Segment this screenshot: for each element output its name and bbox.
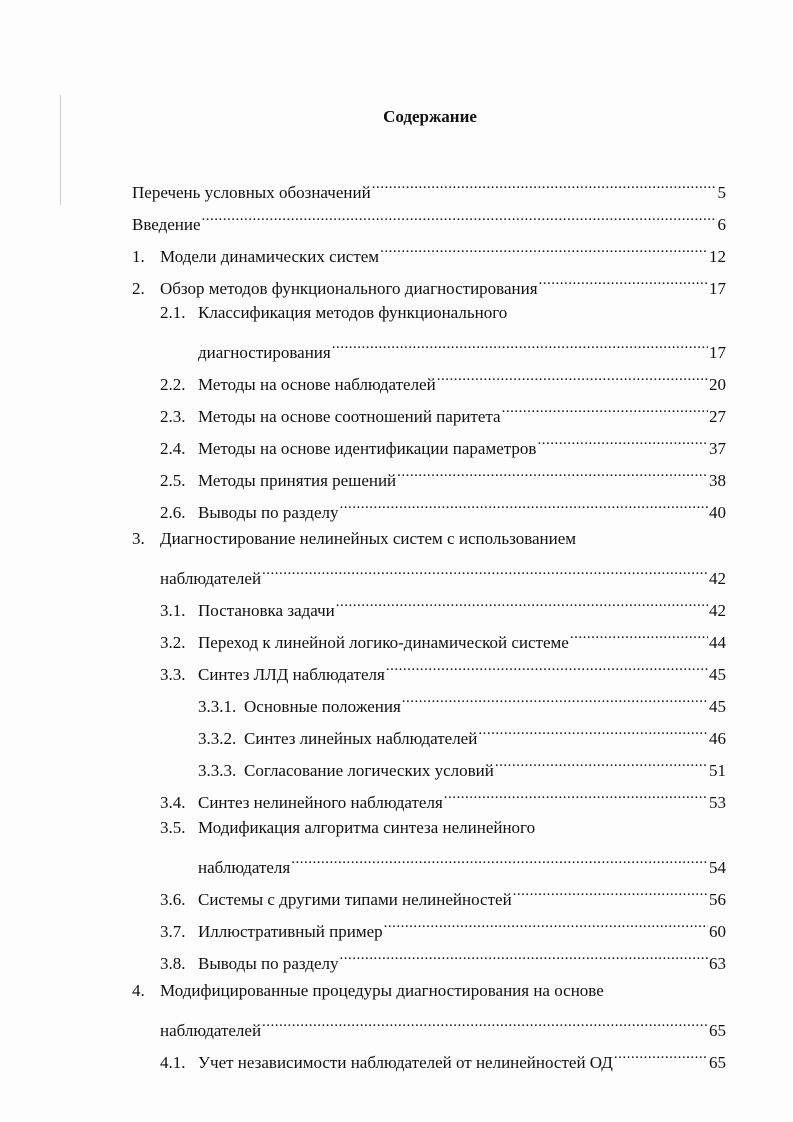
- toc-entry-page: 53: [709, 793, 726, 812]
- toc-leader-dots: [372, 172, 717, 198]
- toc-entry-continuation[interactable]: [160, 1010, 726, 1040]
- toc-entry-page: 20: [709, 375, 726, 394]
- toc-entry-page: 63: [709, 954, 726, 973]
- toc-leader-dots: [339, 943, 708, 969]
- toc-entry-text: Постановка задачи: [198, 601, 335, 620]
- toc-entry-number: 3.1.: [160, 601, 186, 620]
- toc-entry-number: 2.6.: [160, 503, 186, 522]
- toc-entry-page: 38: [709, 471, 726, 490]
- toc-entry[interactable]: [160, 654, 726, 684]
- toc-leader-dots: [444, 782, 708, 808]
- toc-entry-page: 51: [709, 761, 726, 780]
- toc-entry-text: Методы на основе наблюдателей: [198, 375, 436, 394]
- toc-leader-dots: [539, 268, 708, 294]
- toc-entry[interactable]: [160, 622, 726, 652]
- toc-entry-number: 3.3.1.: [198, 697, 237, 716]
- toc-entry[interactable]: [160, 364, 726, 394]
- toc-leader-dots: [262, 558, 708, 584]
- toc-leader-dots: [202, 204, 717, 230]
- toc-entry-continuation[interactable]: [198, 332, 726, 362]
- toc-entry[interactable]: [198, 686, 726, 716]
- toc-entry[interactable]: [132, 526, 726, 552]
- toc-entry-text: Модели динамических систем: [160, 247, 380, 266]
- toc-entry-continuation[interactable]: [198, 847, 726, 877]
- toc-entry-text: Основные положения: [244, 697, 401, 716]
- toc-entry[interactable]: [160, 1042, 726, 1072]
- toc-entry[interactable]: [198, 718, 726, 748]
- toc-entry-number: 3.4.: [160, 793, 186, 812]
- toc-entry[interactable]: [132, 172, 726, 202]
- toc-entry-text: Методы принятия решений: [198, 471, 397, 490]
- toc-leader-dots: [502, 396, 708, 422]
- toc-leader-dots: [614, 1042, 708, 1068]
- toc-entry-number: 3.3.3.: [198, 761, 237, 780]
- toc-entry-page: 5: [717, 183, 726, 202]
- toc-entry-continuation[interactable]: [160, 558, 726, 588]
- toc-entry-page: 37: [709, 439, 726, 458]
- toc-leader-dots: [339, 492, 708, 518]
- toc-entry-number: 2.4.: [160, 439, 186, 458]
- toc-entry-page: 42: [709, 601, 726, 620]
- toc-entry[interactable]: [160, 396, 726, 426]
- toc-entry-text: Синтез линейных наблюдателей: [244, 729, 478, 748]
- toc-entry-text: Согласование логических условий: [244, 761, 494, 780]
- toc-entry-text: Обзор методов функционального диагностирования: [160, 279, 538, 298]
- toc-entry-page: 45: [709, 697, 726, 716]
- toc-entry-text: Введение: [132, 215, 201, 234]
- toc-entry[interactable]: [160, 815, 726, 841]
- toc-entry[interactable]: [160, 911, 726, 941]
- toc-leader-dots: [332, 332, 708, 358]
- toc-entry-page: 65: [709, 1021, 726, 1040]
- toc-entry[interactable]: [160, 879, 726, 909]
- toc-entry-page: 6: [717, 215, 726, 234]
- toc-entry-text: наблюдателей: [160, 569, 262, 588]
- toc-entry[interactable]: [160, 492, 726, 522]
- toc-entry-number: 2.2.: [160, 375, 186, 394]
- toc-entry-number: 2.3.: [160, 407, 186, 426]
- toc-leader-dots: [570, 622, 708, 648]
- toc-entry-text: Методы на основе идентификации параметров: [198, 439, 537, 458]
- toc-entry-number: 3.: [132, 529, 145, 548]
- toc-entry[interactable]: [160, 590, 726, 620]
- toc-entry-number: 3.3.2.: [198, 729, 237, 748]
- toc-leader-dots: [386, 654, 708, 680]
- toc-entry-text: наблюдателя: [198, 858, 291, 877]
- toc-leader-dots: [495, 750, 708, 776]
- toc-entry-text: Переход к линейной логико-динамической системе: [198, 633, 569, 652]
- toc-entry-page: 46: [709, 729, 726, 748]
- toc-entry-number: 3.2.: [160, 633, 186, 652]
- toc-entry-text: наблюдателей: [160, 1021, 262, 1040]
- toc-entry[interactable]: [160, 300, 726, 326]
- toc-entry-text: Модификация алгоритма синтеза нелинейного: [198, 818, 536, 837]
- toc-entry-number: 3.6.: [160, 890, 186, 909]
- toc-entry-number: 2.5.: [160, 471, 186, 490]
- toc-entry-number: 4.1.: [160, 1053, 186, 1072]
- toc-entry-text: Модифицированные процедуры диагностирования на основе: [160, 981, 604, 1000]
- toc-entry-page: 60: [709, 922, 726, 941]
- toc-entry-page: 12: [709, 247, 726, 266]
- toc-leader-dots: [291, 847, 708, 873]
- toc-leader-dots: [437, 364, 708, 390]
- toc-entry-text: Диагностирование нелинейных систем с использованием: [160, 529, 577, 548]
- toc-entry-page: 45: [709, 665, 726, 684]
- toc-entry[interactable]: [132, 204, 726, 234]
- toc-entry-number: 2.1.: [160, 303, 186, 322]
- toc-leader-dots: [537, 428, 708, 454]
- toc-entry[interactable]: [132, 236, 726, 266]
- toc-entry-text: Системы с другими типами нелинейностей: [198, 890, 512, 909]
- toc-entry-number: 3.8.: [160, 954, 186, 973]
- toc-leader-dots: [262, 1010, 708, 1036]
- toc-entry-number: 3.3.: [160, 665, 186, 684]
- toc-entry-page: 40: [709, 503, 726, 522]
- toc-entry-page: 17: [709, 279, 726, 298]
- toc-entry-page: 17: [709, 343, 726, 362]
- toc-entry-page: 54: [709, 858, 726, 877]
- toc-entry[interactable]: [198, 750, 726, 780]
- toc-entry-text: Учет независимости наблюдателей от нелинейностей ОД: [198, 1053, 613, 1072]
- toc-entry-text: Иллюстративный пример: [198, 922, 383, 941]
- toc-leader-dots: [384, 911, 708, 937]
- toc-leader-dots: [397, 460, 708, 486]
- toc-entry-number: 3.5.: [160, 818, 186, 837]
- toc-entry-text: Синтез ЛЛД наблюдателя: [198, 665, 385, 684]
- toc-entry-number: 1.: [132, 247, 145, 266]
- toc-leader-dots: [478, 718, 708, 744]
- toc-entry-page: 65: [709, 1053, 726, 1072]
- toc-entry-page: 44: [709, 633, 726, 652]
- toc-entry-text: Выводы по разделу: [198, 503, 339, 522]
- toc-entry[interactable]: [132, 978, 726, 1004]
- toc-entry-text: Перечень условных обозначений: [132, 183, 371, 202]
- toc-entry-text: Классификация методов функционального: [198, 303, 508, 322]
- toc-entry-number: 2.: [132, 279, 145, 298]
- toc-entry[interactable]: [160, 460, 726, 490]
- toc-leader-dots: [336, 590, 708, 616]
- toc-entry-page: 27: [709, 407, 726, 426]
- toc-leader-dots: [402, 686, 708, 712]
- toc-entry-page: 42: [709, 569, 726, 588]
- toc-entry-number: 3.7.: [160, 922, 186, 941]
- toc-entry-text: Методы на основе соотношений паритета: [198, 407, 501, 426]
- page-title: Содержание: [383, 107, 477, 126]
- toc-leader-dots: [513, 879, 708, 905]
- toc-entry-text: Выводы по разделу: [198, 954, 339, 973]
- toc-entry-number: 4.: [132, 981, 145, 1000]
- toc-entry[interactable]: [160, 943, 726, 973]
- toc-leader-dots: [380, 236, 708, 262]
- toc-entry-text: Синтез нелинейного наблюдателя: [198, 793, 443, 812]
- toc-entry[interactable]: [132, 268, 726, 298]
- toc-entry[interactable]: [160, 782, 726, 812]
- toc-entry[interactable]: [160, 428, 726, 458]
- toc-entry-page: 56: [709, 890, 726, 909]
- toc-entry-text: диагностирования: [198, 343, 331, 362]
